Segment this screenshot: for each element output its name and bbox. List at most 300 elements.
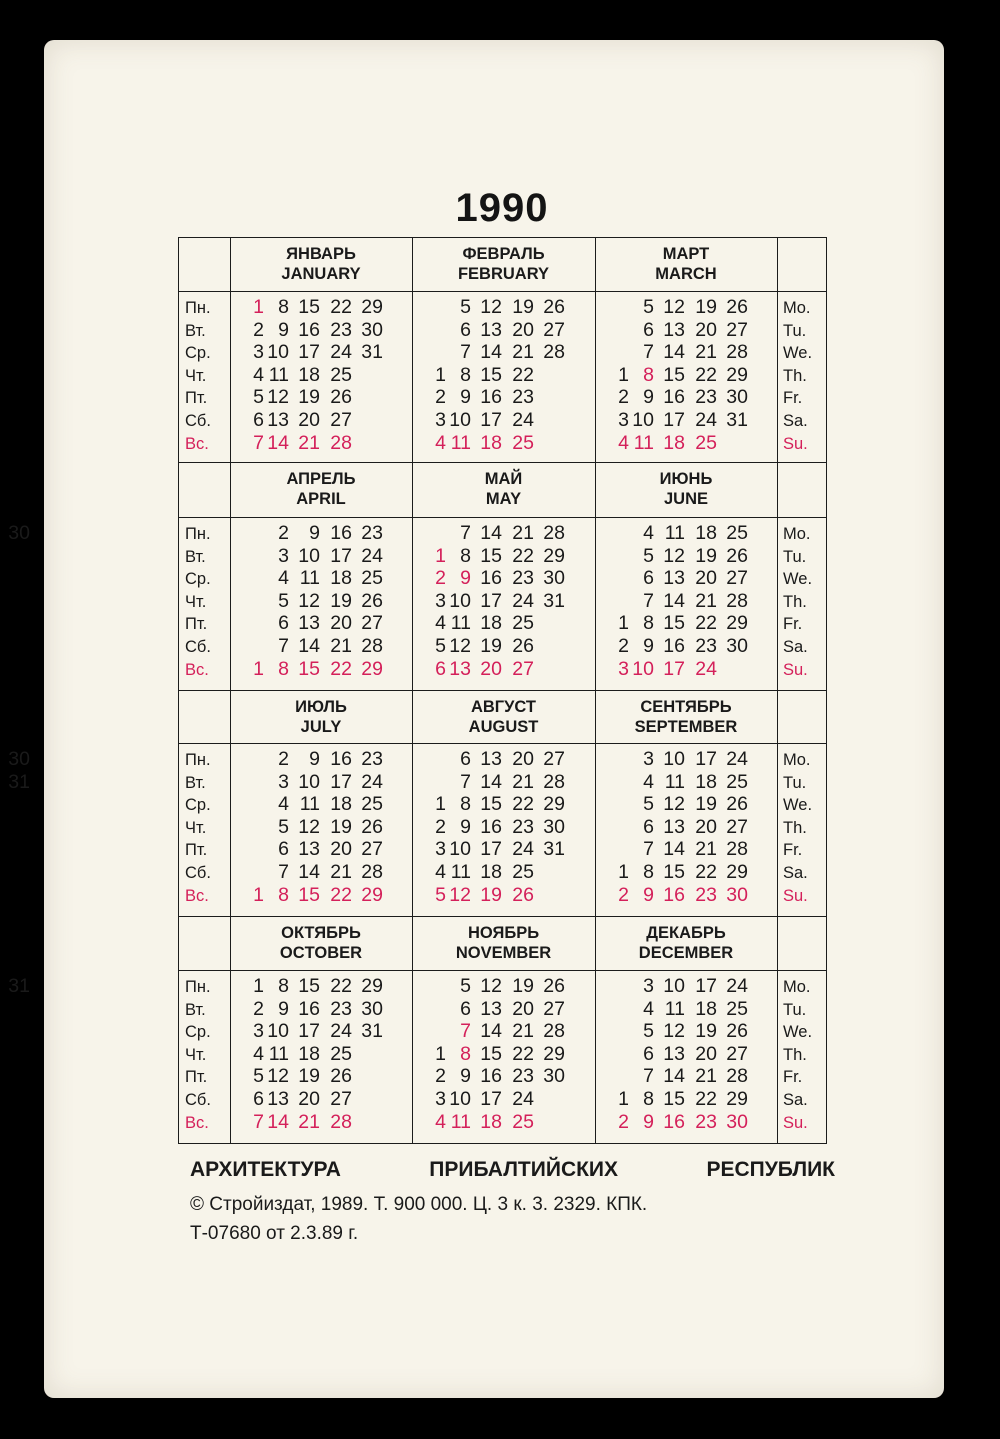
- calendar-day: 31: [543, 838, 565, 861]
- calendar-day: 5: [253, 1065, 264, 1088]
- calendar-day: 2: [278, 522, 289, 544]
- calendar-day: 17: [480, 1088, 502, 1110]
- calendar-day: 9: [309, 748, 320, 770]
- month-name-ru: АВГУСТ: [470, 698, 537, 716]
- calendar-day: 24: [726, 975, 748, 997]
- calendar-day: 29: [543, 544, 565, 567]
- calendar-day: 27: [330, 409, 352, 431]
- calendar-day: 28: [543, 522, 565, 544]
- calendar-day: 1: [435, 544, 446, 567]
- calendar-day: 28: [361, 861, 383, 883]
- footer-title-word: ПРИБАЛТИЙСКИХ: [429, 1158, 619, 1181]
- calendar-day: 19: [298, 1065, 320, 1088]
- calendar-day: 26: [361, 815, 383, 838]
- calendar-day: 7: [643, 1065, 654, 1088]
- calendar-day: 5: [643, 544, 654, 567]
- month-name-en: OCTOBER: [279, 944, 363, 962]
- calendar-day: 24: [512, 1088, 534, 1110]
- calendar-day: 1: [253, 296, 264, 318]
- calendar-day: 14: [480, 341, 502, 364]
- calendar-day: 26: [361, 589, 383, 612]
- footer-print-info: Т-07680 от 2.3.89 г.: [190, 1223, 359, 1244]
- calendar-day: 1: [618, 363, 629, 386]
- calendar-day: 4: [278, 793, 289, 816]
- calendar-day: 18: [695, 522, 717, 544]
- calendar-day: 21: [512, 522, 534, 544]
- calendar-day: 14: [480, 770, 502, 793]
- calendar-day: 31: [361, 341, 383, 364]
- calendar-day: 20: [330, 838, 352, 861]
- calendar-day: 13: [663, 567, 685, 590]
- calendar-day: 18: [330, 567, 352, 590]
- calendar-day: 7: [643, 341, 654, 364]
- calendar-day: 14: [663, 838, 685, 861]
- calendar-day: 19: [695, 1020, 717, 1043]
- calendar-day: 17: [480, 838, 502, 861]
- calendar-day: 15: [663, 1088, 685, 1110]
- weekday-en-label: Th.: [783, 818, 807, 837]
- calendar-day: 24: [726, 748, 748, 770]
- calendar-day: 16: [663, 883, 685, 906]
- calendar-day: 5: [460, 975, 471, 997]
- calendar-day: 1: [435, 1042, 446, 1065]
- calendar-day: 25: [512, 612, 534, 635]
- calendar-day: 9: [278, 318, 289, 341]
- calendar-day: 22: [330, 657, 352, 680]
- calendar-day: 16: [480, 1065, 502, 1088]
- calendar-day: 22: [512, 544, 534, 567]
- weekday-en-label: Fr.: [783, 1068, 803, 1087]
- calendar-day: 11: [268, 363, 289, 386]
- calendar-day: 13: [480, 318, 502, 341]
- calendar-day: 6: [278, 838, 289, 861]
- calendar-day: 13: [449, 657, 471, 680]
- weekday-en-label: Mo.: [783, 978, 811, 996]
- calendar-day: 20: [330, 612, 352, 635]
- calendar-day: 17: [663, 409, 685, 431]
- calendar-day: 2: [435, 386, 446, 409]
- calendar-day: 23: [330, 997, 352, 1020]
- calendar-day: 20: [695, 567, 717, 590]
- weekday-ru-label: Сб.: [185, 638, 211, 656]
- weekday-ru-label: Вс.: [185, 886, 209, 905]
- weekday-ru-label: Чт.: [185, 818, 207, 837]
- calendar-day: 6: [643, 1042, 654, 1065]
- calendar-day: 8: [460, 363, 471, 386]
- calendar-day: 21: [512, 1020, 534, 1043]
- calendar-day: 16: [298, 318, 320, 341]
- calendar-day: 15: [298, 657, 320, 680]
- calendar-day: 7: [643, 838, 654, 861]
- calendar-day: 28: [543, 341, 565, 364]
- calendar-day: 10: [298, 544, 320, 567]
- calendar-day: 29: [543, 793, 565, 816]
- calendar-day: 3: [435, 838, 446, 861]
- calendar-day: 23: [361, 748, 383, 770]
- weekday-ru-label: Сб.: [185, 864, 211, 882]
- calendar-day: 30: [361, 997, 383, 1020]
- calendar-day: 22: [330, 975, 352, 997]
- calendar-day: 18: [480, 431, 502, 454]
- month-name-ru: АПРЕЛЬ: [286, 470, 356, 488]
- calendar-day: 21: [512, 770, 534, 793]
- calendar-day: 7: [278, 635, 289, 657]
- calendar-day: 7: [253, 1110, 264, 1133]
- calendar-day: 8: [643, 1088, 654, 1110]
- weekday-ru-label: Чт.: [185, 366, 207, 385]
- calendar-day: 28: [361, 635, 383, 657]
- calendar-day: 13: [298, 838, 320, 861]
- calendar-day: 26: [543, 296, 565, 318]
- calendar-day: 7: [460, 522, 471, 544]
- weekday-en-label: Fr.: [783, 615, 803, 634]
- calendar-day: 10: [298, 770, 320, 793]
- calendar-day: 25: [330, 363, 352, 386]
- calendar-day: 6: [460, 748, 471, 770]
- calendar-day: 13: [480, 748, 502, 770]
- weekday-en-label: Mo.: [783, 525, 811, 543]
- calendar-day: 13: [267, 1088, 289, 1110]
- calendar-day: 21: [330, 861, 352, 883]
- calendar-day: 26: [543, 975, 565, 997]
- grid-header-cell: [777, 462, 827, 518]
- calendar-day: 25: [512, 431, 534, 454]
- weekday-ru-label: Вт.: [185, 321, 206, 340]
- calendar-day: 23: [512, 1065, 534, 1088]
- calendar-day: 3: [278, 770, 289, 793]
- calendar-day: 2: [435, 815, 446, 838]
- calendar-day: 3: [643, 748, 654, 770]
- calendar-day: 10: [449, 589, 471, 612]
- calendar-day: 10: [632, 409, 654, 431]
- calendar-day: 9: [278, 997, 289, 1020]
- calendar-day: 25: [361, 793, 383, 816]
- calendar-day: 11: [664, 522, 685, 544]
- month-name-ru: ОКТЯБРЬ: [281, 924, 361, 942]
- calendar-day: 19: [330, 815, 352, 838]
- calendar-day: 11: [664, 770, 685, 793]
- calendar-day: 4: [435, 861, 446, 883]
- calendar-day: 25: [726, 770, 748, 793]
- calendar-day: 30: [361, 318, 383, 341]
- footer-title-word: РЕСПУБЛИК: [706, 1158, 835, 1181]
- calendar-day: 17: [330, 770, 352, 793]
- calendar-day: 3: [435, 589, 446, 612]
- weekday-ru-label: Вс.: [185, 434, 209, 453]
- calendar-day: 23: [695, 635, 717, 657]
- calendar-day: 9: [643, 883, 654, 906]
- grid-header-cell: [178, 237, 231, 292]
- calendar-day: 4: [618, 431, 629, 454]
- weekday-ru-label: Вс.: [185, 660, 209, 679]
- calendar-day: 18: [480, 1110, 502, 1133]
- calendar-day: 30: [726, 386, 748, 409]
- month-name-en: NOVEMBER: [455, 944, 552, 962]
- calendar-day: 12: [449, 635, 471, 657]
- calendar-day: 29: [361, 657, 383, 680]
- calendar-day: 7: [460, 1020, 471, 1043]
- calendar-day: 13: [663, 1042, 685, 1065]
- calendar-day: 4: [435, 1110, 446, 1133]
- calendar-day: 28: [543, 1020, 565, 1043]
- calendar-day: 7: [253, 431, 264, 454]
- calendar-day: 14: [663, 589, 685, 612]
- calendar-day: 18: [695, 770, 717, 793]
- calendar-day: 2: [278, 748, 289, 770]
- month-name-en: JANUARY: [281, 265, 361, 283]
- calendar-day: 11: [299, 567, 320, 590]
- weekday-ru-label: Пн.: [185, 525, 211, 543]
- calendar-day: 16: [480, 567, 502, 590]
- calendar-day: 8: [278, 296, 289, 318]
- calendar-day: 18: [298, 1042, 320, 1065]
- calendar-day: 29: [543, 1042, 565, 1065]
- calendar-day: 3: [435, 1088, 446, 1110]
- calendar-day: 17: [480, 589, 502, 612]
- weekday-ru-label: Пн.: [185, 751, 211, 769]
- weekday-en-label: We.: [783, 570, 813, 589]
- weekday-en-label: Sa.: [783, 638, 808, 656]
- calendar-day: 11: [299, 793, 320, 816]
- calendar-day: 4: [643, 770, 654, 793]
- calendar-day: 11: [450, 431, 471, 454]
- calendar-day: 10: [267, 341, 289, 364]
- weekday-en-label: Mo.: [783, 299, 811, 317]
- calendar-day: 5: [278, 815, 289, 838]
- calendar-day: 29: [726, 1088, 748, 1110]
- calendar-day: 4: [278, 567, 289, 590]
- calendar-day: 20: [512, 318, 534, 341]
- weekday-en-label: Tu.: [783, 773, 807, 792]
- calendar-day: 28: [726, 1065, 748, 1088]
- calendar-day: 12: [663, 544, 685, 567]
- calendar-day: 28: [330, 1110, 352, 1133]
- calendar-day: 1: [435, 363, 446, 386]
- calendar-day: 12: [480, 296, 502, 318]
- calendar-day: 29: [726, 612, 748, 635]
- weekday-en-label: Sa.: [783, 412, 808, 430]
- calendar-day: 18: [298, 363, 320, 386]
- calendar-day: 8: [278, 975, 289, 997]
- weekday-ru-label: Сб.: [185, 412, 211, 430]
- calendar-day: 24: [695, 409, 717, 431]
- calendar-day: 25: [726, 522, 748, 544]
- calendar-day: 3: [618, 409, 629, 431]
- grid-header-cell: [777, 916, 827, 971]
- calendar-day: 8: [460, 544, 471, 567]
- calendar-day: 22: [512, 793, 534, 816]
- calendar-day: 28: [726, 589, 748, 612]
- calendar-day: 5: [643, 1020, 654, 1043]
- weekday-ru-label: Пт.: [185, 389, 208, 408]
- calendar-day: 21: [695, 1065, 717, 1088]
- calendar-day: 26: [512, 635, 534, 657]
- calendar-day: 16: [330, 748, 352, 770]
- weekday-ru-label: Ср.: [185, 570, 211, 589]
- calendar-day: 13: [663, 318, 685, 341]
- month-name-en: JUNE: [663, 490, 708, 508]
- calendar-day: 17: [298, 1020, 320, 1043]
- month-name-en: AUGUST: [468, 718, 539, 736]
- calendar-day: 19: [695, 296, 717, 318]
- calendar-day: 5: [435, 635, 446, 657]
- calendar-day: 24: [361, 544, 383, 567]
- calendar-day: 27: [543, 318, 565, 341]
- calendar-day: 26: [726, 793, 748, 816]
- calendar-day: 11: [450, 612, 471, 635]
- calendar-day: 30: [543, 1065, 565, 1088]
- calendar-day: 2: [435, 567, 446, 590]
- calendar-day: 25: [512, 1110, 534, 1133]
- calendar-day: 23: [695, 883, 717, 906]
- weekday-ru-label: Вс.: [185, 1113, 209, 1132]
- calendar-day: 10: [663, 748, 685, 770]
- calendar-day: 10: [632, 657, 654, 680]
- weekday-ru-label: Чт.: [185, 1045, 207, 1064]
- month-name-ru: СЕНТЯБРЬ: [640, 698, 732, 716]
- calendar-day: 12: [480, 975, 502, 997]
- calendar-day: 2: [435, 1065, 446, 1088]
- calendar-day: 28: [330, 431, 352, 454]
- calendar-day: 2: [253, 318, 264, 341]
- month-name-ru: ДЕКАБРЬ: [646, 924, 726, 942]
- calendar-day: 15: [480, 544, 502, 567]
- calendar-day: 21: [330, 635, 352, 657]
- calendar-day: 5: [253, 386, 264, 409]
- calendar-day: 20: [695, 815, 717, 838]
- calendar-day: 10: [449, 1088, 471, 1110]
- calendar-day: 23: [512, 386, 534, 409]
- calendar-day: 8: [643, 363, 654, 386]
- calendar-day: 5: [460, 296, 471, 318]
- weekday-ru-label: Вт.: [185, 773, 206, 792]
- calendar-day: 2: [618, 883, 629, 906]
- calendar-day: 18: [480, 612, 502, 635]
- calendar-day: 14: [267, 431, 289, 454]
- month-name-en: MARCH: [655, 265, 717, 283]
- calendar-day: 14: [663, 341, 685, 364]
- calendar-day: 28: [726, 341, 748, 364]
- calendar-day: 2: [618, 1110, 629, 1133]
- calendar-day: 15: [480, 793, 502, 816]
- calendar-day: 1: [618, 612, 629, 635]
- calendar-day: 25: [695, 431, 717, 454]
- calendar-day: 13: [298, 612, 320, 635]
- calendar-day: 10: [267, 1020, 289, 1043]
- calendar-day: 6: [643, 567, 654, 590]
- calendar-day: 27: [330, 1088, 352, 1110]
- calendar-day: 8: [460, 793, 471, 816]
- calendar-day: 6: [253, 409, 264, 431]
- calendar-day: 16: [663, 1110, 685, 1133]
- calendar-day: 3: [253, 1020, 264, 1043]
- weekday-ru-label: Вт.: [185, 547, 206, 566]
- calendar-day: 29: [361, 975, 383, 997]
- calendar-day: 14: [267, 1110, 289, 1133]
- calendar-day: 12: [267, 386, 289, 409]
- calendar-day: 5: [278, 589, 289, 612]
- calendar-day: 22: [695, 861, 717, 883]
- calendar-day: 20: [695, 318, 717, 341]
- calendar-day: 11: [450, 861, 471, 883]
- calendar-day: 12: [663, 1020, 685, 1043]
- calendar-day: 7: [460, 341, 471, 364]
- calendar-day: 16: [480, 386, 502, 409]
- grid-header-cell: [777, 237, 827, 292]
- calendar-day: 27: [726, 815, 748, 838]
- calendar-day: 22: [695, 1088, 717, 1110]
- weekday-en-label: We.: [783, 344, 813, 363]
- calendar-year: 1990: [455, 186, 549, 230]
- calendar-day: 21: [298, 431, 320, 454]
- grid-header-cell: [178, 690, 231, 744]
- calendar-day: 19: [298, 386, 320, 409]
- calendar-day: 11: [633, 431, 654, 454]
- calendar-day: 24: [512, 589, 534, 612]
- calendar-day: 23: [512, 815, 534, 838]
- calendar-day: 21: [695, 838, 717, 861]
- calendar-day: 16: [663, 635, 685, 657]
- calendar-day: 9: [643, 386, 654, 409]
- calendar-day: 11: [268, 1042, 289, 1065]
- calendar-day: 30: [726, 635, 748, 657]
- calendar-day: 20: [512, 748, 534, 770]
- calendar-day: 20: [298, 409, 320, 431]
- calendar-day: 1: [435, 793, 446, 816]
- calendar-day: 29: [361, 296, 383, 318]
- calendar-day: 19: [512, 975, 534, 997]
- calendar-day: 23: [361, 522, 383, 544]
- month-name-ru: ИЮНЬ: [659, 470, 713, 488]
- calendar-day: 19: [512, 296, 534, 318]
- grid-header-cell: [777, 690, 827, 744]
- calendar-day: 4: [435, 431, 446, 454]
- calendar-day: 27: [726, 567, 748, 590]
- weekday-en-label: Mo.: [783, 751, 811, 769]
- calendar-day: 12: [267, 1065, 289, 1088]
- calendar-day: 29: [726, 363, 748, 386]
- weekday-ru-label: Пт.: [185, 841, 208, 860]
- calendar-day: 4: [253, 363, 264, 386]
- calendar-day: 20: [480, 657, 502, 680]
- calendar-day: 4: [643, 522, 654, 544]
- footer-title-word: АРХИТЕКТУРА: [190, 1158, 341, 1181]
- calendar-day: 9: [643, 635, 654, 657]
- calendar-day: 10: [449, 409, 471, 431]
- month-name-ru: МАРТ: [662, 245, 710, 263]
- calendar-day: 13: [663, 815, 685, 838]
- calendar-day: 26: [330, 386, 352, 409]
- calendar-day: 16: [330, 522, 352, 544]
- calendar-day: 30: [726, 883, 748, 906]
- calendar-day: 4: [643, 997, 654, 1020]
- calendar-day: 18: [330, 793, 352, 816]
- calendar-day: 2: [618, 635, 629, 657]
- calendar-day: 6: [253, 1088, 264, 1110]
- calendar-day: 17: [695, 975, 717, 997]
- calendar-day: 20: [695, 1042, 717, 1065]
- calendar-day: 15: [663, 612, 685, 635]
- calendar-day: 13: [480, 997, 502, 1020]
- month-name-ru: ФЕВРАЛЬ: [462, 245, 545, 263]
- weekday-ru-label: Ср.: [185, 1023, 211, 1042]
- weekday-en-label: Su.: [783, 660, 808, 679]
- calendar-day: 8: [278, 883, 289, 906]
- calendar-day: 6: [643, 815, 654, 838]
- calendar-day: 15: [480, 1042, 502, 1065]
- calendar-day: 26: [726, 544, 748, 567]
- weekday-ru-label: Сб.: [185, 1091, 211, 1109]
